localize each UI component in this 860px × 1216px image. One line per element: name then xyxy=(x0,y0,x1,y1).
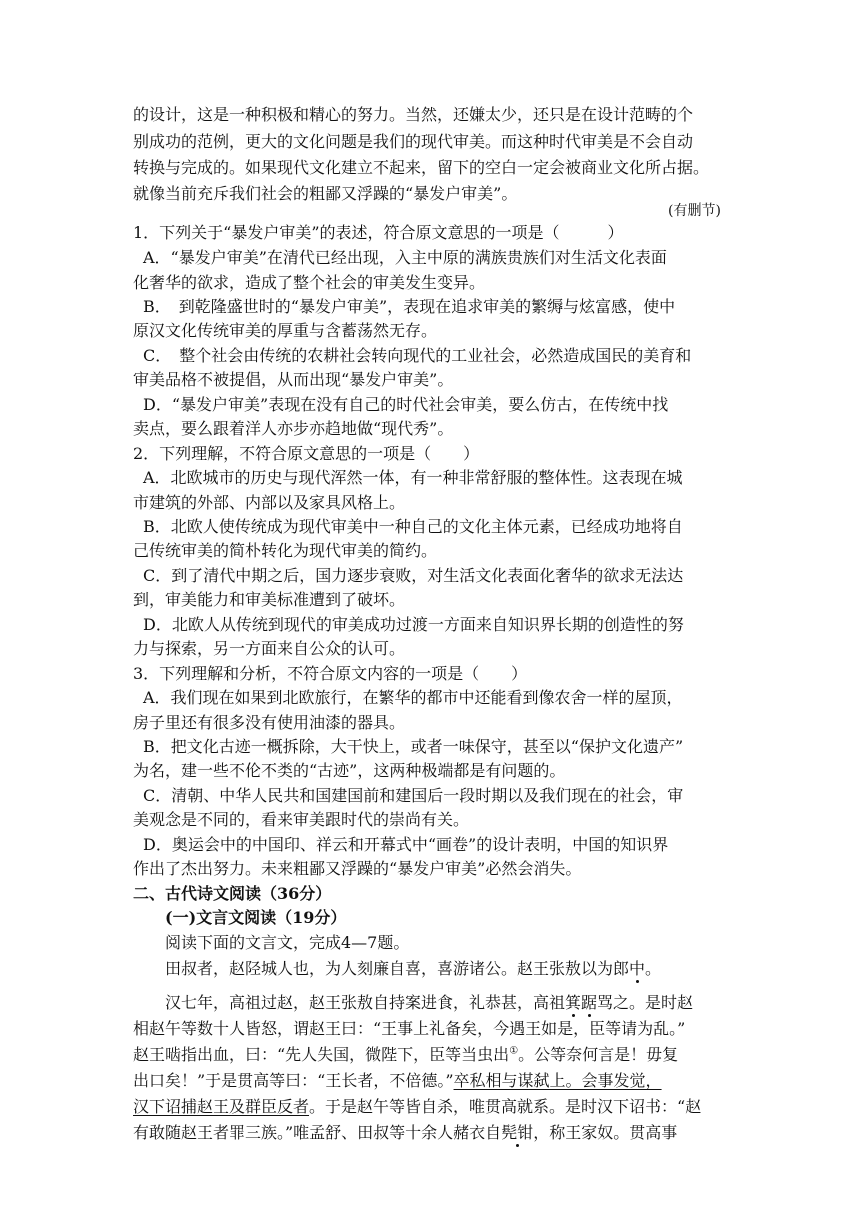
footnote-mark: ① xyxy=(509,1045,519,1057)
classical-para-1: 田叔者，赵陉城人也，为人刻廉自喜，喜游诸公。赵王张敖以为郎中。 xyxy=(165,959,662,978)
q1-option-b-line-1: B． 到乾隆盛世时的“暴发户审美”，表现在追求审美的繁缛与炫富感，使中 xyxy=(143,297,676,316)
dotted-char: 髡钳 xyxy=(501,1123,534,1142)
q2-option-c-line-2: 到，审美能力和审美标准遭到了破坏。 xyxy=(133,590,406,609)
q2-option-b-line-1: B．北欧人使传统成为现代审美中一种自己的文化主体元素，已经成功地将自 xyxy=(143,517,683,536)
q3-option-c-line-1: C．清朝、中华人民共和国建国前和建国后一段时期以及我们现在的社会，审 xyxy=(143,786,684,805)
q3-option-b-line-1: B．把文化古迹一概拆除，大干快上，或者一味保守，甚至以“保护文化遗产” xyxy=(143,737,684,756)
passage-line-3: 转换与完成的。如果现代文化建立不起来，留下的空白一定会被商业文化所占据。 xyxy=(133,158,710,177)
q3-option-c-line-2: 美观念是不同的，看来审美跟时代的崇尚有关。 xyxy=(133,810,470,829)
classical-para-2-line-6: 有敢随赵王者罪三族。”唯孟舒、田叔等十余人赭衣自髡钳，称王家奴。贯高事 xyxy=(133,1123,678,1142)
q2-option-b-line-2: 己传统审美的简朴转化为现代审美的简约。 xyxy=(133,541,438,560)
section-heading: 二、古代诗文阅读（36分） xyxy=(133,884,332,903)
dotted-char: 踞 xyxy=(581,993,598,1012)
classical-para-2-line-1: 汉七年，高祖过赵，赵王张敖自持案进食，礼恭甚，高祖箕踞骂之。是时赵 xyxy=(165,993,694,1012)
classical-para-2-line-5: 汉下诏捕赵王及群臣反者。于是赵午等皆自杀，唯贯高就系。是时汉下诏书：“赵 xyxy=(133,1097,702,1116)
q1-option-c-line-1: C． 整个社会由传统的农耕社会转向现代的工业社会，必然造成国民的美育和 xyxy=(143,346,692,365)
q3-stem: 3．下列理解和分析，不符合原文内容的一项是（ ） xyxy=(133,664,528,683)
q1-option-a-line-2: 化奢华的欲求，造成了整个社会的审美发生变异。 xyxy=(133,273,486,292)
classical-para-2-line-4: 出口矣！”于是贯高等曰：“王长者，不倍德。”卒私相与谋弑上。会事发觉， xyxy=(133,1071,662,1090)
q1-option-d-line-1: D．“暴发户审美”表现在没有自己的时代社会审美，要么仿古，在传统中找 xyxy=(143,395,669,414)
underlined-sentence: 卒私相与谋弑上。会事发觉， xyxy=(453,1071,662,1090)
classical-para-2-line-2: 相赵午等数十人皆怒，谓赵王曰：“王事上礼备矣，今遇王如是，臣等请为乱。” xyxy=(133,1019,686,1038)
q3-option-a-line-2: 房子里还有很多没有使用油漆的器具。 xyxy=(133,713,406,732)
q2-option-a-line-2: 市建筑的外部、内部以及家具风格上。 xyxy=(133,493,406,512)
deletion-note: (有删节) xyxy=(668,203,721,219)
dotted-char: 中 xyxy=(629,959,646,978)
q2-option-a-line-1: A．北欧城市的历史与现代浑然一体，有一种非常舒服的整体性。这表现在城 xyxy=(143,468,683,487)
q2-option-c-line-1: C．到了清代中期之后，国力逐步衰败，对生活文化表面化奢华的欲求无法达 xyxy=(143,566,684,585)
q1-stem: 1．下列关于“暴发户审美”的表述，符合原文意思的一项是（ ） xyxy=(133,223,624,242)
q3-option-a-line-1: A．我们现在如果到北欧旅行，在繁华的都市中还能看到像农舍一样的屋顶， xyxy=(143,688,683,707)
q3-option-b-line-2: 为名，建一些不伦不类的“古迹”，这两种极端都是有问题的。 xyxy=(133,761,566,780)
q1-option-d-line-2: 卖点，要么跟着洋人亦步亦趋地做“现代秀”。 xyxy=(133,419,454,438)
passage-line-2: 别成功的范例，更大的文化问题是我们的现代审美。而这种时代审美是不会自动 xyxy=(133,132,694,151)
underlined-sentence: 汉下诏捕赵王及群臣反者 xyxy=(133,1097,310,1116)
q1-option-c-line-2: 审美品格不被提倡，从而出现“暴发户审美”。 xyxy=(133,370,454,389)
classical-para-2-line-3: 赵王啮指出血，曰：“先人失国，微陛下，臣等当虫出①。公等奈何言是！毋复 xyxy=(133,1045,679,1064)
dotted-char: 箕 xyxy=(565,993,582,1012)
q1-option-a-line-1: A．“暴发户审美”在清代已经出现，入主中原的满族贵族们对生活文化表面 xyxy=(143,248,667,267)
q2-stem: 2．下列理解，不符合原文意思的一项是（ ） xyxy=(133,444,480,463)
reading-instruction: 阅读下面的文言文，完成4—7题。 xyxy=(165,933,410,952)
passage-line-4: 就像当前充斥我们社会的粗鄙又浮躁的“暴发户审美”。 xyxy=(133,184,518,203)
q1-option-b-line-2: 原汉文化传统审美的厚重与含蓄荡然无存。 xyxy=(133,321,438,340)
q2-option-d-line-2: 力与探索，另一方面来自公众的认可。 xyxy=(133,639,406,658)
q3-option-d-line-1: D．奥运会中的中国印、祥云和开幕式中“画卷”的设计表明，中国的知识界 xyxy=(143,835,669,854)
q2-option-d-line-1: D．北欧人从传统到现代的审美成功过渡一方面来自知识界长期的创造性的努 xyxy=(143,615,684,634)
passage-line-1: 的设计，这是一种积极和精心的努力。当然，还嫌太少，还只是在设计范畴的个 xyxy=(133,105,694,124)
subsection-heading: (一)文言文阅读（19分） xyxy=(165,908,347,927)
q3-option-d-line-2: 作出了杰出努力。未来粗鄙又浮躁的“暴发户审美”必然会消失。 xyxy=(133,859,582,878)
